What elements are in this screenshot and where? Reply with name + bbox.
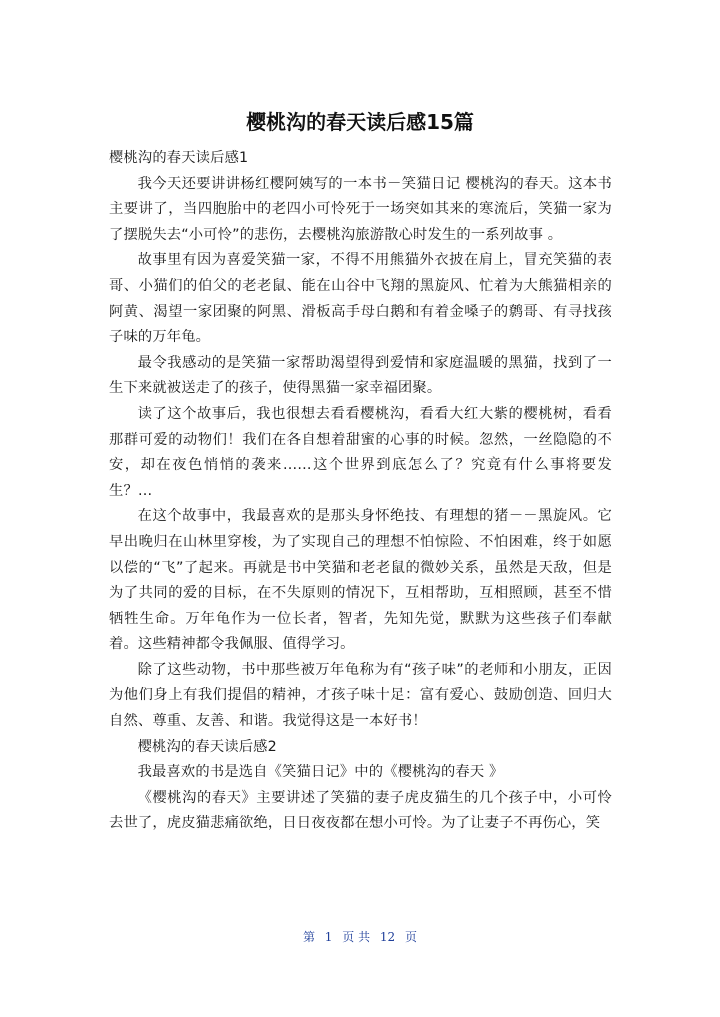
- paragraph: 在这个故事中，我最喜欢的是那头身怀绝技、有理想的猪－－黑旋风。它早出晚归在山林里穿梭，为了实现自己的理想不怕惊险、不怕困难，终于如愿以偿的“飞”了起来。再就是书中笑猫和老老鼠的微妙关系，虽然是天敌，但是为了共同的爱的目标，在不失原则的情况下，互相帮助，互相照顾，甚至不惜牺牲生命。万年龟作为一位长者，智者，先知先觉，默默为这些孩子们奉献着。这些精神都令我佩服、值得学习。: [109, 508, 612, 653]
- footer-page-number: 1: [324, 930, 333, 944]
- section-heading: 樱桃沟的春天读后感1: [109, 150, 249, 166]
- footer-suffix: 页: [405, 930, 418, 944]
- paragraph: 《樱桃沟的春天》主要讲述了笑猫的妻子虎皮猫生的几个孩子中，小可怜去世了，虎皮猫悲痛欲绝，日日夜夜都在想小可怜。为了让妻子不再伤心，笑: [109, 789, 612, 832]
- footer-middle: 页 共: [342, 930, 371, 944]
- document-title: 樱桃沟的春天读后感15篇: [246, 110, 474, 134]
- paragraph: 我最喜欢的书是选自《笑猫日记》中的《樱桃沟的春天 》: [137, 764, 504, 781]
- section-heading: 樱桃沟的春天读后感2: [137, 738, 277, 755]
- paragraph: 故事里有因为喜爱笑猫一家，不得不用熊猫外衣披在肩上，冒充笑猫的表哥、小猫们的伯父的老老鼠、能在山谷中飞翔的黑旋风、忙着为大熊猫相亲的阿黄、渴望一家团聚的阿黑、滑板高手母白鹅和有着金嗓子的鹩哥、有寻找孩子味的万年龟。: [109, 252, 612, 346]
- footer-total-pages: 12: [379, 930, 396, 944]
- paragraph: 最令我感动的是笑猫一家帮助渴望得到爱情和家庭温暖的黑猫，找到了一生下来就被送走了的孩子，使得黑猫一家幸福团聚。: [109, 354, 612, 397]
- paragraph: 除了这些动物，书中那些被万年龟称为有“孩子味”的老师和小朋友，正因为他们身上有我们提倡的精神，才孩子味十足：富有爱心、鼓励创造、回归大自然、尊重、友善、和谐。我觉得这是一本好书！: [109, 661, 612, 730]
- document-body: [109, 146, 612, 837]
- footer-prefix: 第: [302, 930, 315, 944]
- paragraph: 我今天还要讲讲杨红樱阿姨写的一本书－笑猫日记 樱桃沟的春天。这本书主要讲了，当四胞胎中的老四小可怜死于一场突如其来的寒流后，笑猫一家为了摆脱失去“小可怜”的悲伤，去樱桃沟旅游散心时发生的一系列故事 。: [109, 175, 612, 243]
- page-footer: [0, 928, 720, 945]
- paragraph: 读了这个故事后，我也很想去看看樱桃沟，看看大红大紫的樱桃树，看看那群可爱的动物们！我们在各自想着甜蜜的心事的时候。忽然，一丝隐隐的不安，却在夜色悄悄的袭来……这个世界到底怎么了？究竟有什么事将要发生？…: [109, 405, 612, 499]
